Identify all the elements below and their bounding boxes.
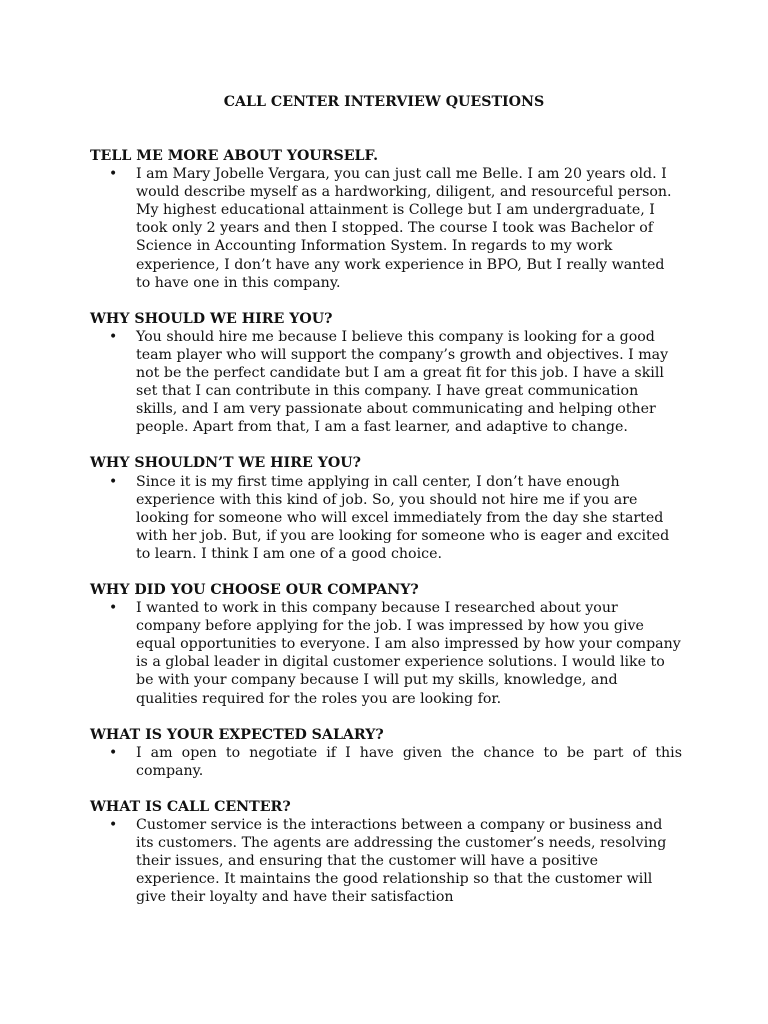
bullet-icon: • bbox=[109, 817, 118, 833]
question-heading: WHAT IS CALL CENTER? bbox=[90, 798, 291, 815]
answer-text: I am open to negotiate if I have given the chance to be part of this company. bbox=[136, 744, 682, 779]
section-expected-salary bbox=[90, 726, 682, 780]
question-heading: WHY SHOULD WE HIRE YOU? bbox=[90, 310, 333, 327]
section-why-hire-you bbox=[90, 310, 682, 437]
question-heading: WHY DID YOU CHOOSE OUR COMPANY? bbox=[90, 581, 419, 598]
document-title: CALL CENTER INTERVIEW QUESTIONS bbox=[223, 94, 545, 110]
section-what-is-call-center bbox=[90, 798, 682, 907]
question-heading: TELL ME MORE ABOUT YOURSELF. bbox=[90, 148, 379, 164]
answer-list-item bbox=[90, 473, 682, 563]
question-heading: WHAT IS YOUR EXPECTED SALARY? bbox=[90, 726, 384, 743]
answer-list-item bbox=[90, 744, 682, 780]
answer-list-item bbox=[90, 599, 682, 708]
question-heading: WHY SHOULDN’T WE HIRE YOU? bbox=[90, 455, 361, 472]
section-tell-me-about-yourself bbox=[90, 147, 682, 292]
answer-list-item bbox=[90, 816, 682, 906]
bullet-icon: • bbox=[109, 473, 118, 490]
bullet-icon: • bbox=[109, 166, 118, 183]
bullet-icon: • bbox=[109, 600, 118, 617]
answer-list-item bbox=[90, 165, 682, 292]
answer-text: You should hire me because I believe this company is looking for a good team player who will support the company’s growth and objectives. I may not be the perfect candidate but I am a great fit for this job. I have a skill set that I can contribute in this company. I have great communication skills, and I am very passionate about communicating and helping other people. Apart from that, I am a fast learner, and adaptive to change. bbox=[136, 328, 669, 436]
answer-text: Since it is my first time applying in call center, I don’t have enough experience with this kind of job. So, you should not hire me if you are looking for someone who will excel immediately from the day she started with her job. But, if you are looking for someone who is eager and excited to learn. I think I am one of a good choice. bbox=[136, 473, 670, 562]
answer-text: Customer service is the interactions between a company or business and its customers. The agents are addressing the customer’s needs, resolving their issues, and ensuring that the customer will have a positive experience. It maintains the good relationship so that the customer will give their loyalty and have their satisfaction bbox=[136, 817, 667, 906]
document-body bbox=[90, 147, 682, 924]
bullet-icon: • bbox=[109, 744, 118, 761]
answer-text: I wanted to work in this company because I researched about your company before applying for the job. I was impressed by how you give equal opportunities to everyone. I am also impressed by how your company is a global leader in digital customer experience solutions. I would like to be with your company because I will put my skills, knowledge, and qualities required for the roles you are looking for. bbox=[136, 600, 681, 707]
section-why-not-hire-you bbox=[90, 454, 682, 563]
answer-text: I am Mary Jobelle Vergara, you can just call me Belle. I am 20 years old. I would describe myself as a hardworking, diligent, and resourceful person. My highest educational attainment is College but I am undergraduate, I took only 2 years and then I stopped. The course I took was Bachelor of Science in Accounting Information System. In regards to my work experience, I don’t have any work experience in BPO, But I really wanted to have one in this company. bbox=[136, 166, 672, 291]
section-why-our-company bbox=[90, 581, 682, 708]
answer-list-item bbox=[90, 328, 682, 437]
bullet-icon: • bbox=[109, 328, 118, 345]
